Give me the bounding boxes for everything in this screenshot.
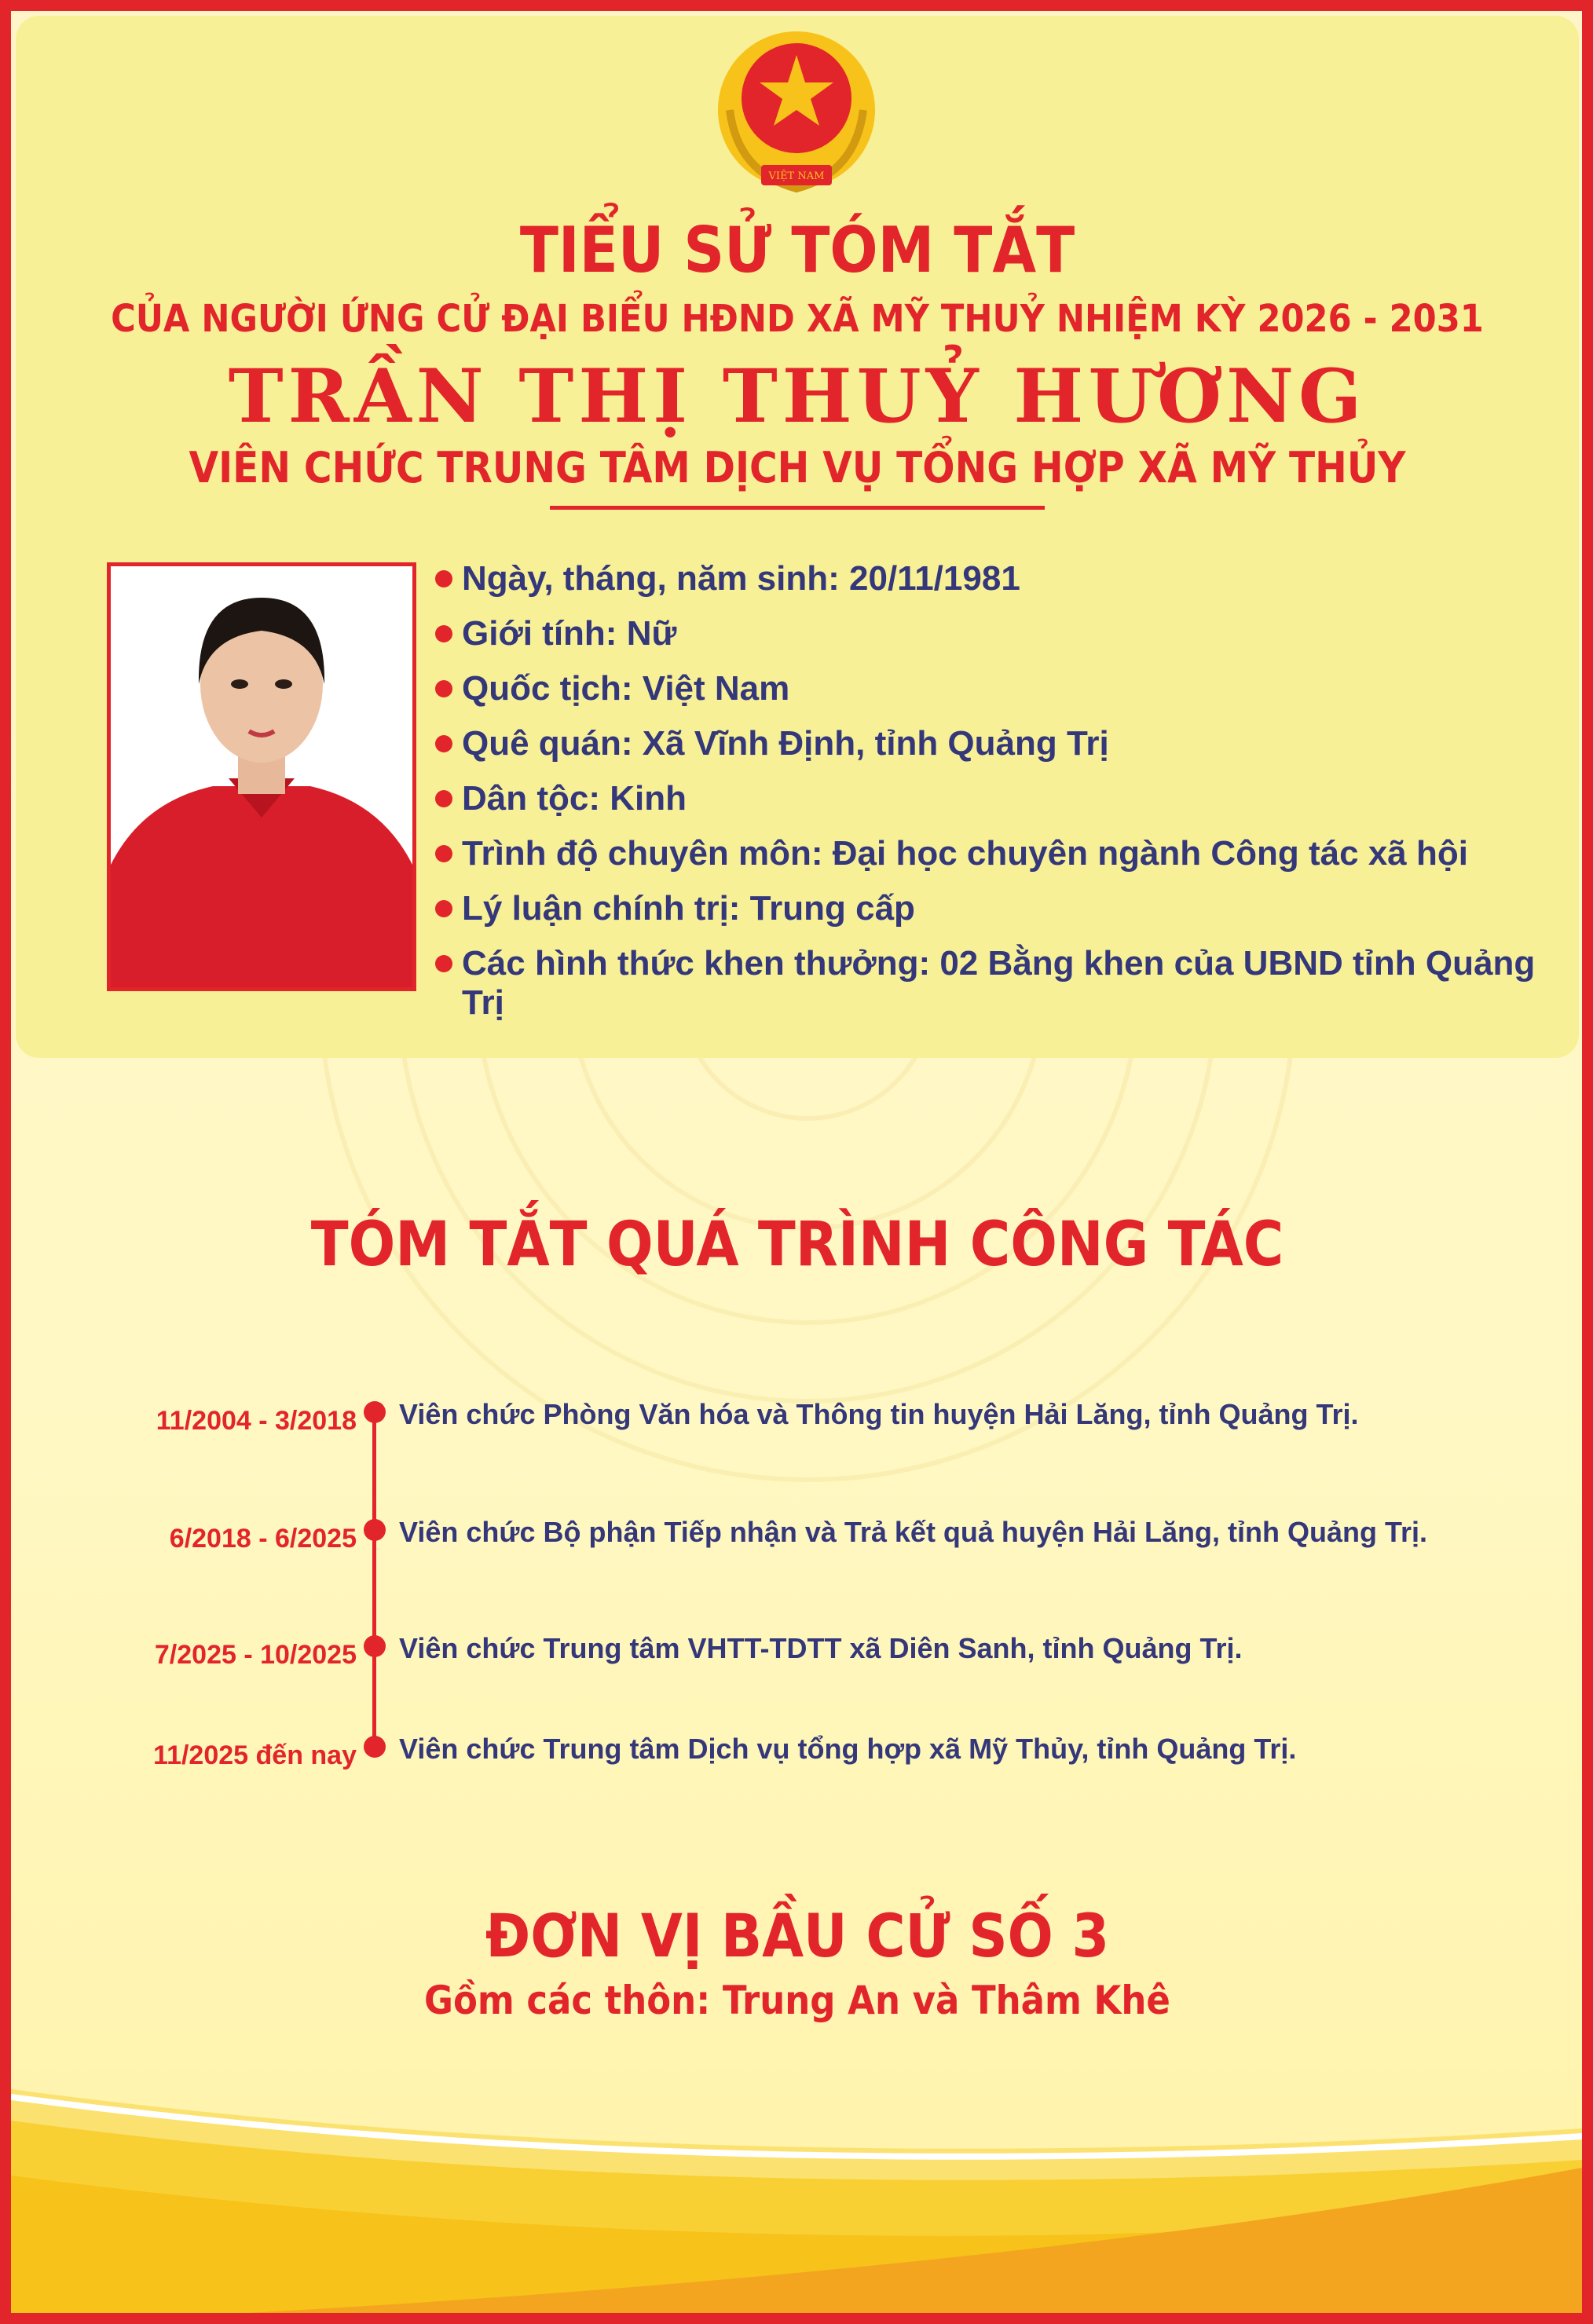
work-history-title: TÓM TẮT QUÁ TRÌNH CÔNG TÁC [310,1210,1284,1280]
bullet-dot-icon [435,735,452,752]
national-emblem-icon [706,24,887,204]
bullet-dot-icon [435,790,452,807]
bullet-dot-icon [435,625,452,642]
timeline-text: Viên chức Bộ phận Tiếp nhận và Trả kết quả huyện Hải Lăng, tỉnh Quảng Trị. [399,1516,1427,1548]
election-unit-title: ĐƠN VỊ BẦU CỬ SỐ 3 [485,1901,1110,1971]
timeline-text: Viên chức Trung tâm VHTT-TDTT xã Diên Sanh, tỉnh Quảng Trị. [399,1632,1243,1664]
timeline-line [372,1404,376,1750]
info-item-nationality: Quốc tịch: Việt Nam [435,669,1566,708]
timeline-date: 11/2004 - 3/2018 [156,1406,357,1436]
info-item-awards: Các hình thức khen thưởng: 02 Bằng khen của UBND tỉnh Quảng Trị [435,944,1566,1023]
timeline-item [0,1630,1593,1678]
personal-info-list [435,559,1566,1038]
bullet-dot-icon [435,680,452,697]
timeline-item [0,1731,1593,1778]
bottom-wave-decoration [11,2073,1582,2313]
election-unit-subtitle: Gồm các thôn: Trung An và Thâm Khê [424,1978,1170,2023]
timeline-date: 6/2018 - 6/2025 [169,1524,357,1554]
page-subtitle: CỦA NGƯỜI ỨNG CỬ ĐẠI BIỂU HĐND XÃ MỸ THUỶ NHIỆM KỲ 2026 - 2031 [111,297,1484,341]
timeline-text: Viên chức Trung tâm Dịch vụ tổng hợp xã Mỹ Thủy, tỉnh Quảng Trị. [399,1733,1297,1765]
info-item-ethnicity: Dân tộc: Kinh [435,779,1566,818]
info-item-birthdate: Ngày, tháng, năm sinh: 20/11/1981 [435,559,1566,598]
timeline-item [0,1514,1593,1561]
timeline-dot-icon [364,1635,386,1657]
position-underline [550,506,1045,510]
timeline-date: 11/2025 đến nay [153,1740,357,1770]
info-item-political-theory: Lý luận chính trị: Trung cấp [435,889,1566,928]
timeline-date: 7/2025 - 10/2025 [154,1640,357,1670]
info-item-education: Trình độ chuyên môn: Đại học chuyên ngành Công tác xã hội [435,834,1566,873]
timeline-dot-icon [364,1401,386,1423]
timeline-dot-icon [364,1519,386,1541]
timeline-dot-icon [364,1736,386,1758]
timeline-text: Viên chức Phòng Văn hóa và Thông tin huyện Hải Lăng, tỉnh Quảng Trị. [399,1398,1359,1430]
candidate-position: VIÊN CHỨC TRUNG TÂM DỊCH VỤ TỔNG HỢP XÃ MỸ THỦY [189,443,1406,492]
candidate-name: TRẦN THỊ THUỶ HƯƠNG [228,353,1367,440]
bullet-dot-icon [435,570,452,587]
candidate-photo [107,562,416,991]
timeline-item [0,1396,1593,1444]
bullet-dot-icon [435,955,452,972]
info-item-hometown: Quê quán: Xã Vĩnh Định, tỉnh Quảng Trị [435,724,1566,763]
info-item-gender: Giới tính: Nữ [435,614,1566,653]
emblem-ribbon-text: VIỆT NAM [768,170,825,182]
bullet-dot-icon [435,845,452,862]
page-title: TIỂU SỬ TÓM TẮT [519,214,1075,287]
bullet-dot-icon [435,900,452,917]
